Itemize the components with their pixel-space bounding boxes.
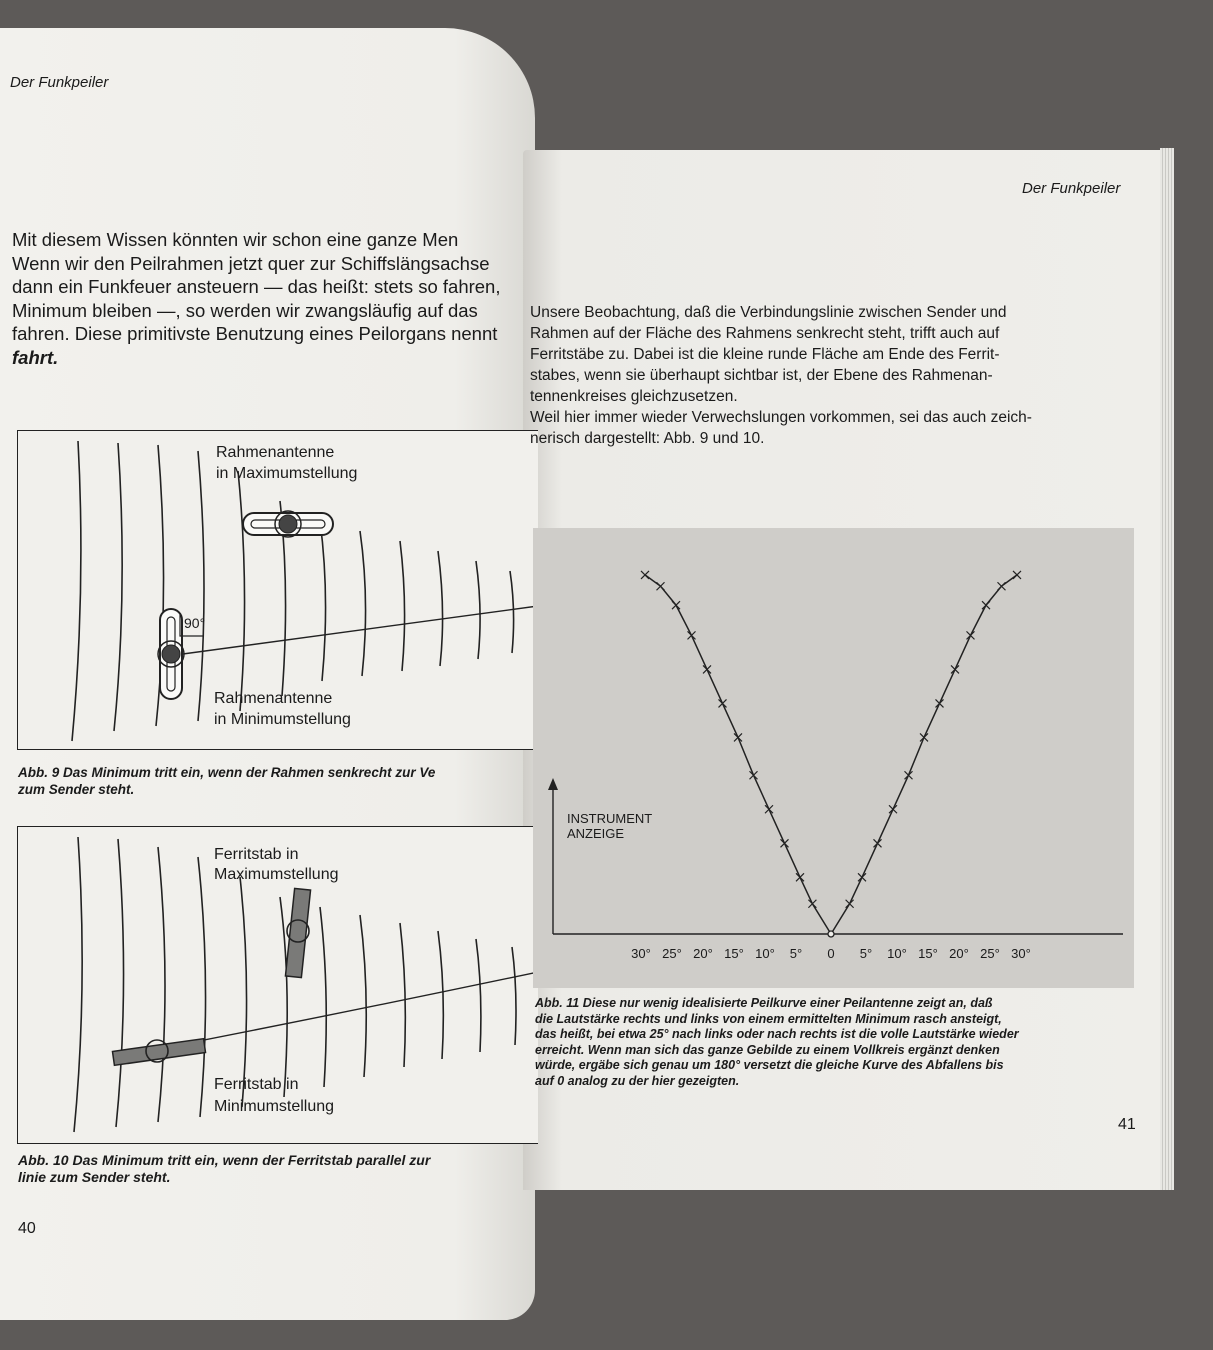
wavefront	[400, 923, 405, 1067]
wavefront	[158, 847, 165, 1122]
wavefront	[438, 551, 443, 666]
data-point	[796, 873, 804, 881]
left-page-number: 40	[18, 1220, 36, 1237]
data-point	[998, 582, 1006, 590]
x-tick-label: 10°	[887, 946, 907, 961]
curve-markers	[641, 571, 1021, 937]
data-point	[858, 873, 866, 881]
text-line: Minimum bleiben —, so werden wir zwangsläufig auf das	[12, 299, 478, 321]
data-point	[951, 665, 959, 673]
right-page-number: 41	[1118, 1116, 1136, 1133]
text-line: fahren. Diese primitivste Benutzung eines Peilorgans nennt	[12, 323, 498, 344]
fig9-label-max-2: in Maximumstellung	[216, 465, 358, 482]
data-point	[688, 631, 696, 639]
data-point	[808, 900, 816, 908]
right-body-text	[530, 302, 1140, 449]
fig11-chart	[533, 528, 1134, 988]
fig9-angle-label: 90°	[184, 615, 206, 631]
caption-line: würde, ergäbe sich genau um 180° versetzt die gleiche Kurve des Abfallens bis	[535, 1058, 1004, 1072]
data-point	[874, 839, 882, 847]
bearing-line	[168, 606, 538, 656]
x-tick-label: 20°	[949, 946, 969, 961]
y-axis-arrow	[548, 778, 558, 790]
data-point	[641, 571, 649, 579]
fig10-caption	[18, 1152, 430, 1186]
wavefront	[320, 521, 326, 681]
caption-line: linie zum Sender steht.	[18, 1169, 171, 1185]
data-point	[846, 900, 854, 908]
page-edges	[1160, 148, 1174, 1190]
wavefront	[72, 441, 81, 741]
right-running-head: Der Funkpeiler	[1022, 180, 1121, 197]
data-point	[936, 699, 944, 707]
x-tick-label: 0	[827, 946, 835, 961]
wavefront	[238, 471, 245, 711]
x-tick-label: 5°	[789, 946, 803, 961]
data-point	[734, 733, 742, 741]
y-axis-label-2: ANZEIGE	[567, 826, 625, 841]
data-point	[889, 805, 897, 813]
caption-line: das heißt, bei etwa 25° nach links oder nach rechts ist die volle Lautstärke wieder	[535, 1027, 1019, 1041]
x-tick-labels	[631, 946, 1031, 961]
wavefront	[510, 571, 514, 653]
fig10-label-max-2: Maximumstellung	[214, 866, 339, 883]
caption-line: Abb. 11 Diese nur wenig idealisierte Peilkurve einer Peilantenne zeigt an, daß	[535, 996, 993, 1010]
left-body-text	[12, 228, 532, 369]
text-line: tennenkreises gleichzusetzen.	[530, 388, 738, 405]
data-point	[719, 699, 727, 707]
x-tick-label: 5°	[859, 946, 873, 961]
wavefront	[360, 915, 366, 1077]
wavefront	[320, 907, 326, 1087]
fig9-box	[17, 430, 538, 750]
fig9-label-max-1: Rahmenantenne	[216, 444, 335, 461]
fig10-label-min-1: Ferritstab in	[214, 1076, 299, 1093]
data-point	[920, 733, 928, 741]
caption-line: erreicht. Wenn man sich das ganze Gebilde zu einem Vollkreis ergänzt denken	[535, 1042, 1000, 1057]
wavefront	[438, 931, 443, 1059]
text-line: fahrt.	[12, 346, 59, 368]
x-tick-label: 25°	[980, 946, 1000, 961]
fig11-caption	[535, 996, 1019, 1089]
x-tick-label: 20°	[693, 946, 713, 961]
data-point-minimum	[828, 931, 834, 937]
text-line: Rahmen auf der Fläche des Rahmens senkrecht steht, trifft auch auf	[530, 325, 1000, 342]
fig10-label-min-2: Minimumstellung	[214, 1098, 335, 1115]
caption-line: Abb. 10 Das Minimum tritt ein, wenn der Ferritstab parallel zur	[18, 1152, 431, 1168]
fig10-box	[17, 826, 538, 1144]
data-point	[781, 839, 789, 847]
wavefront	[240, 877, 247, 1107]
data-point	[982, 601, 990, 609]
data-point	[967, 631, 975, 639]
text-line: nerisch dargestellt: Abb. 9 und 10.	[530, 430, 765, 447]
data-point	[1013, 571, 1021, 579]
data-point	[672, 601, 680, 609]
caption-line: die Lautstärke rechts und links von einem ermittelten Minimum rasch ansteigt,	[535, 1011, 1002, 1026]
wavefront	[476, 561, 480, 659]
text-line: Mit diesem Wissen könnten wir schon eine ganze Men	[12, 229, 459, 250]
text-line: Ferritstäbe zu. Dabei ist die kleine runde Fläche am Ende des Ferrit-	[530, 346, 1000, 363]
data-point	[765, 805, 773, 813]
x-tick-label: 10°	[755, 946, 775, 961]
data-point	[750, 771, 758, 779]
x-tick-label: 25°	[662, 946, 682, 961]
wavefront	[476, 939, 481, 1052]
x-tick-label: 30°	[631, 946, 651, 961]
x-tick-label: 15°	[724, 946, 744, 961]
text-line: Weil hier immer wieder Verwechslungen vorkommen, sei das auch zeich-	[530, 409, 1032, 426]
x-tick-label: 15°	[918, 946, 938, 961]
text-line: Unsere Beobachtung, daß die Verbindungslinie zwischen Sender und	[530, 304, 1007, 321]
wavefront	[198, 451, 204, 721]
data-point	[905, 771, 913, 779]
wavefront	[280, 897, 287, 1097]
caption-line: Abb. 9 Das Minimum tritt ein, wenn der Rahmen senkrecht zur Ve	[18, 765, 436, 780]
ferrite-rod-min	[112, 1039, 205, 1066]
text-line: dann ein Funkfeuer ansteuern — das heißt: stets so fahren,	[12, 276, 501, 297]
data-point	[657, 582, 665, 590]
wavefront	[512, 947, 516, 1045]
fig10-label-max-1: Ferritstab in	[214, 846, 299, 863]
x-tick-label: 30°	[1011, 946, 1031, 961]
left-running-head: Der Funkpeiler	[10, 74, 109, 91]
ferrite-rod-max	[285, 888, 310, 977]
text-line: stabes, wenn sie überhaupt sichtbar ist, der Ebene des Rahmenan-	[530, 367, 993, 384]
caption-line: zum Sender steht.	[18, 782, 135, 797]
data-point	[703, 665, 711, 673]
fig11-plot	[533, 528, 1134, 988]
frame-antenna-max	[243, 511, 333, 537]
fig9-label-min-2: in Minimumstellung	[214, 711, 351, 728]
caption-line: auf 0 analog zu der hier gezeigten.	[535, 1073, 740, 1088]
fig9-caption	[18, 764, 435, 798]
text-line: Wenn wir den Peilrahmen jetzt quer zur Schiffslängsachse	[12, 252, 490, 274]
wavefront	[400, 541, 405, 671]
wavefront	[198, 857, 206, 1117]
wavefront	[74, 837, 82, 1132]
fig9-label-min-1: Rahmenantenne	[214, 690, 333, 707]
y-axis-label-1: INSTRUMENT	[567, 811, 653, 826]
wavefront	[114, 443, 122, 731]
wavefront	[116, 839, 124, 1127]
wavefront	[360, 531, 366, 676]
